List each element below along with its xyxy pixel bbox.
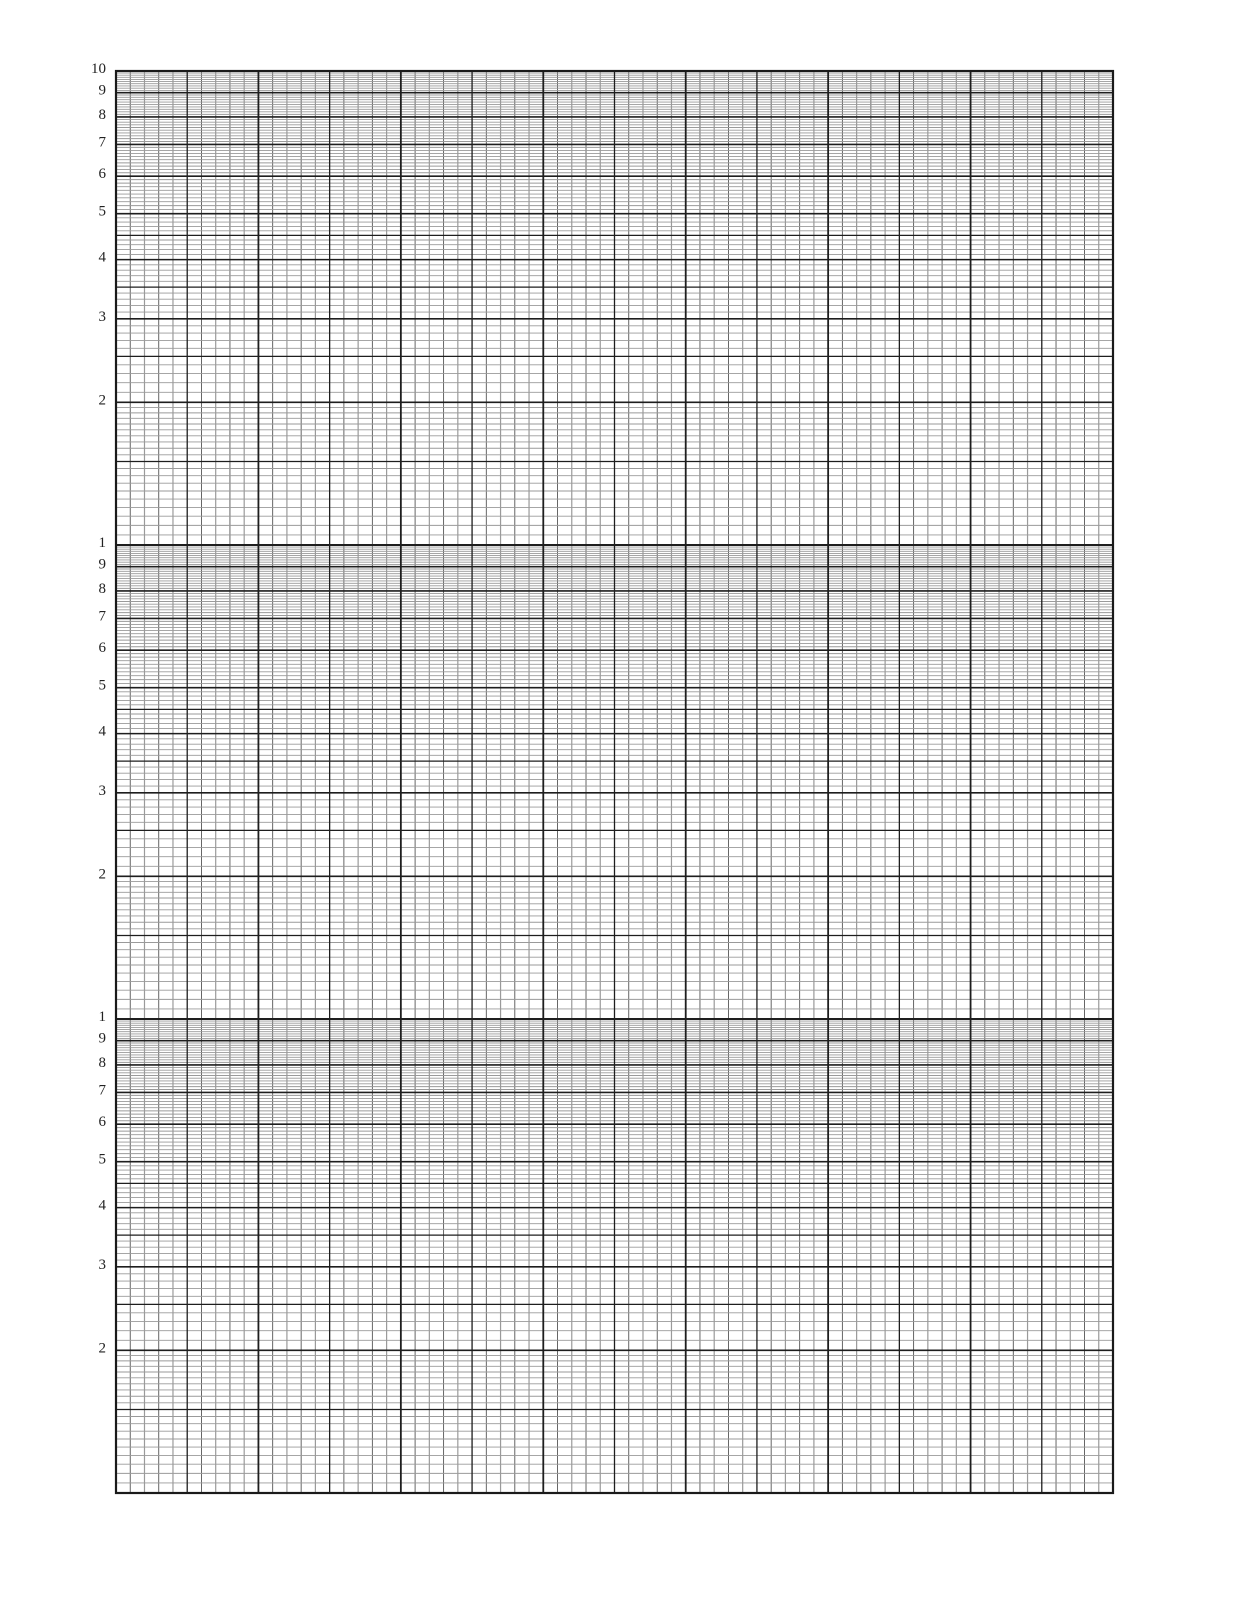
- y-tick-label: 8: [98, 580, 106, 597]
- y-tick-label: 8: [98, 1054, 106, 1071]
- y-tick-label: 5: [98, 677, 106, 694]
- y-tick-label: 9: [98, 556, 106, 573]
- y-tick-label: 5: [98, 1151, 106, 1168]
- y-tick-label: 2: [98, 1340, 106, 1357]
- y-tick-label: 10: [91, 61, 106, 77]
- y-tick-label: 1: [98, 1009, 106, 1025]
- major-grid-lines: [116, 71, 1113, 1493]
- y-tick-label: 2: [98, 392, 106, 409]
- y-tick-label: 7: [98, 608, 106, 625]
- y-tick-label: 6: [98, 1114, 106, 1131]
- y-tick-label: 4: [98, 723, 106, 740]
- y-tick-label: 9: [98, 1030, 106, 1047]
- y-tick-label: 7: [98, 1082, 106, 1099]
- y-tick-label: 3: [98, 782, 106, 799]
- y-tick-label: 1: [98, 535, 106, 551]
- y-tick-label: 6: [98, 640, 106, 657]
- y-tick-label: 3: [98, 1256, 106, 1273]
- y-tick-label: 2: [98, 866, 106, 883]
- y-tick-label: 8: [98, 106, 106, 123]
- y-tick-label: 9: [98, 82, 106, 99]
- y-tick-label: 4: [98, 1197, 106, 1214]
- y-tick-label: 7: [98, 134, 106, 151]
- y-tick-label: 4: [98, 249, 106, 266]
- y-axis-labels: [91, 61, 107, 1356]
- y-tick-label: 3: [98, 308, 106, 325]
- y-tick-label: 6: [98, 166, 106, 183]
- y-tick-label: 5: [98, 203, 106, 220]
